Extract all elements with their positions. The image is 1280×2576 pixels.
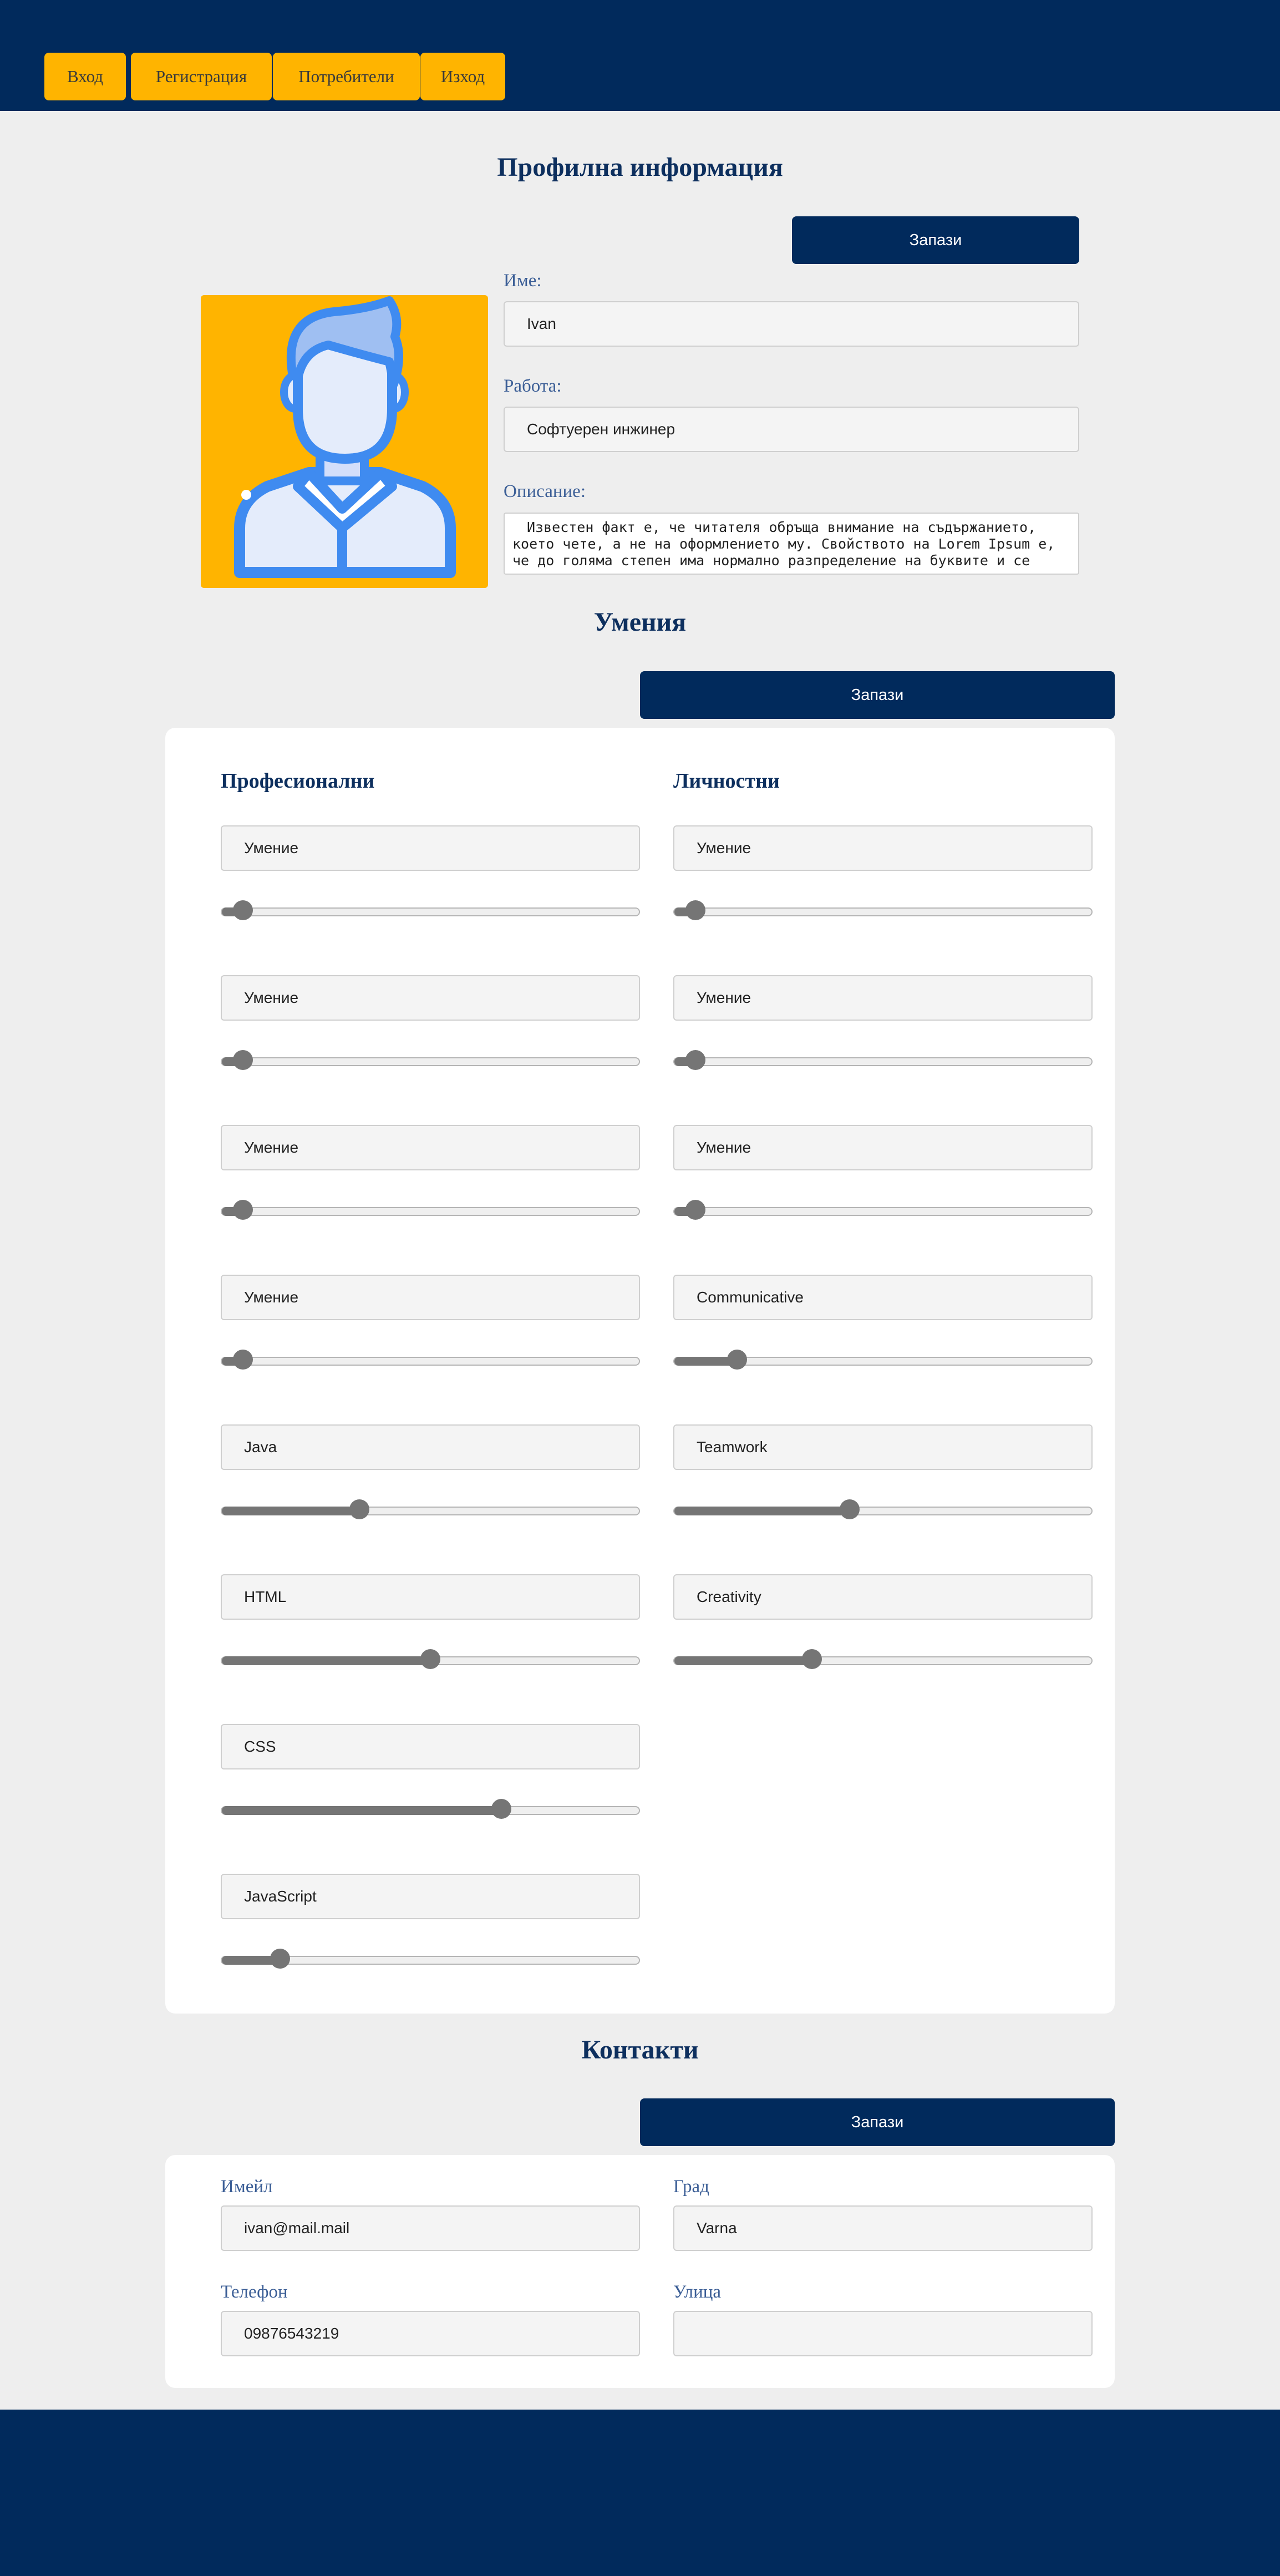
slider-fill [222, 1507, 359, 1515]
professional-skill-slider[interactable] [221, 1057, 640, 1066]
avatar [201, 295, 488, 588]
personal-skill-slider[interactable] [673, 1057, 1093, 1066]
professional-skill-slider[interactable] [221, 1806, 640, 1815]
personal-skills-title: Личностни [673, 769, 780, 793]
slider-thumb[interactable] [727, 1350, 747, 1370]
street-label: Улица [673, 2282, 722, 2302]
slider-thumb[interactable] [233, 1050, 253, 1070]
city-label: Град [673, 2177, 709, 2197]
slider-thumb[interactable] [491, 1799, 511, 1819]
personal-skill-slider[interactable] [673, 1507, 1093, 1515]
slider-thumb[interactable] [685, 900, 705, 920]
professional-skill-slider[interactable] [221, 1507, 640, 1515]
personal-skill-slider[interactable] [673, 1357, 1093, 1366]
skills-save-button[interactable]: Запази [640, 671, 1115, 719]
personal-skill-input[interactable]: Communicative [673, 1275, 1093, 1320]
profile-title: Профилна информация [497, 153, 783, 182]
contacts-save-button[interactable]: Запази [640, 2098, 1115, 2146]
nav-logout-button[interactable]: Изход [420, 53, 505, 100]
professional-skill-input[interactable]: HTML [221, 1574, 640, 1620]
job-label: Работа: [504, 376, 562, 396]
professional-skill-input[interactable]: Java [221, 1424, 640, 1470]
slider-thumb[interactable] [685, 1200, 705, 1220]
slider-thumb[interactable] [840, 1499, 860, 1519]
professional-skill-slider[interactable] [221, 1357, 640, 1366]
slider-thumb[interactable] [802, 1649, 822, 1669]
personal-skill-slider[interactable] [673, 907, 1093, 916]
slider-thumb[interactable] [233, 900, 253, 920]
slider-thumb[interactable] [420, 1649, 440, 1669]
slider-fill [674, 1656, 812, 1665]
personal-skill-input[interactable]: Умение [673, 1125, 1093, 1170]
personal-skill-slider[interactable] [673, 1207, 1093, 1216]
skills-title: Умения [593, 607, 687, 637]
personal-skill-input[interactable]: Teamwork [673, 1424, 1093, 1470]
slider-fill [222, 1656, 430, 1665]
slider-fill [674, 1507, 850, 1515]
personal-skill-input[interactable]: Умение [673, 975, 1093, 1021]
job-input[interactable]: Софтуерен инжинер [504, 407, 1079, 452]
nav-users-button[interactable]: Потребители [273, 53, 420, 100]
name-label: Име: [504, 271, 542, 291]
personal-skill-input[interactable]: Умение [673, 825, 1093, 871]
professional-skill-input[interactable]: CSS [221, 1724, 640, 1769]
description-label: Описание: [504, 481, 586, 501]
professional-skill-input[interactable]: Умение [221, 975, 640, 1021]
description-textarea[interactable]: Известен факт е, че читателя обръща внимание на съдържанието, което чете, а не на оформлението му. Свойството на Lorem Ipsum е, че до голяма степен има нормално разпределение на буквите и се [504, 513, 1079, 575]
professional-skill-input[interactable]: Умение [221, 1275, 640, 1320]
professional-skill-slider[interactable] [221, 1956, 640, 1965]
professional-skill-slider[interactable] [221, 1207, 640, 1216]
street-input[interactable] [673, 2311, 1093, 2356]
professional-skill-slider[interactable] [221, 907, 640, 916]
professional-skill-input[interactable]: Умение [221, 1125, 640, 1170]
phone-input[interactable]: 09876543219 [221, 2311, 640, 2356]
phone-label: Телефон [221, 2282, 288, 2302]
skills-card [165, 728, 1115, 2014]
personal-skill-input[interactable]: Creativity [673, 1574, 1093, 1620]
email-input[interactable]: ivan@mail.mail [221, 2205, 640, 2251]
slider-thumb[interactable] [685, 1050, 705, 1070]
slider-thumb[interactable] [349, 1499, 369, 1519]
nav-register-button[interactable]: Регистрация [131, 53, 272, 100]
professional-skill-slider[interactable] [221, 1656, 640, 1665]
top-navbar [0, 0, 1280, 111]
slider-thumb[interactable] [233, 1200, 253, 1220]
name-input[interactable]: Ivan [504, 301, 1079, 347]
professional-skill-input[interactable]: JavaScript [221, 1874, 640, 1919]
nav-login-button[interactable]: Вход [44, 53, 126, 100]
profile-save-button[interactable]: Запази [792, 216, 1079, 264]
professional-skills-title: Професионални [221, 769, 375, 793]
user-avatar-icon [201, 295, 488, 588]
contacts-title: Контакти [581, 2035, 699, 2065]
professional-skill-input[interactable]: Умение [221, 825, 640, 871]
city-input[interactable]: Varna [673, 2205, 1093, 2251]
slider-thumb[interactable] [233, 1350, 253, 1370]
email-label: Имейл [221, 2177, 273, 2197]
footer [0, 2410, 1280, 2576]
slider-thumb[interactable] [270, 1949, 290, 1969]
personal-skill-slider[interactable] [673, 1656, 1093, 1665]
slider-fill [222, 1806, 501, 1815]
